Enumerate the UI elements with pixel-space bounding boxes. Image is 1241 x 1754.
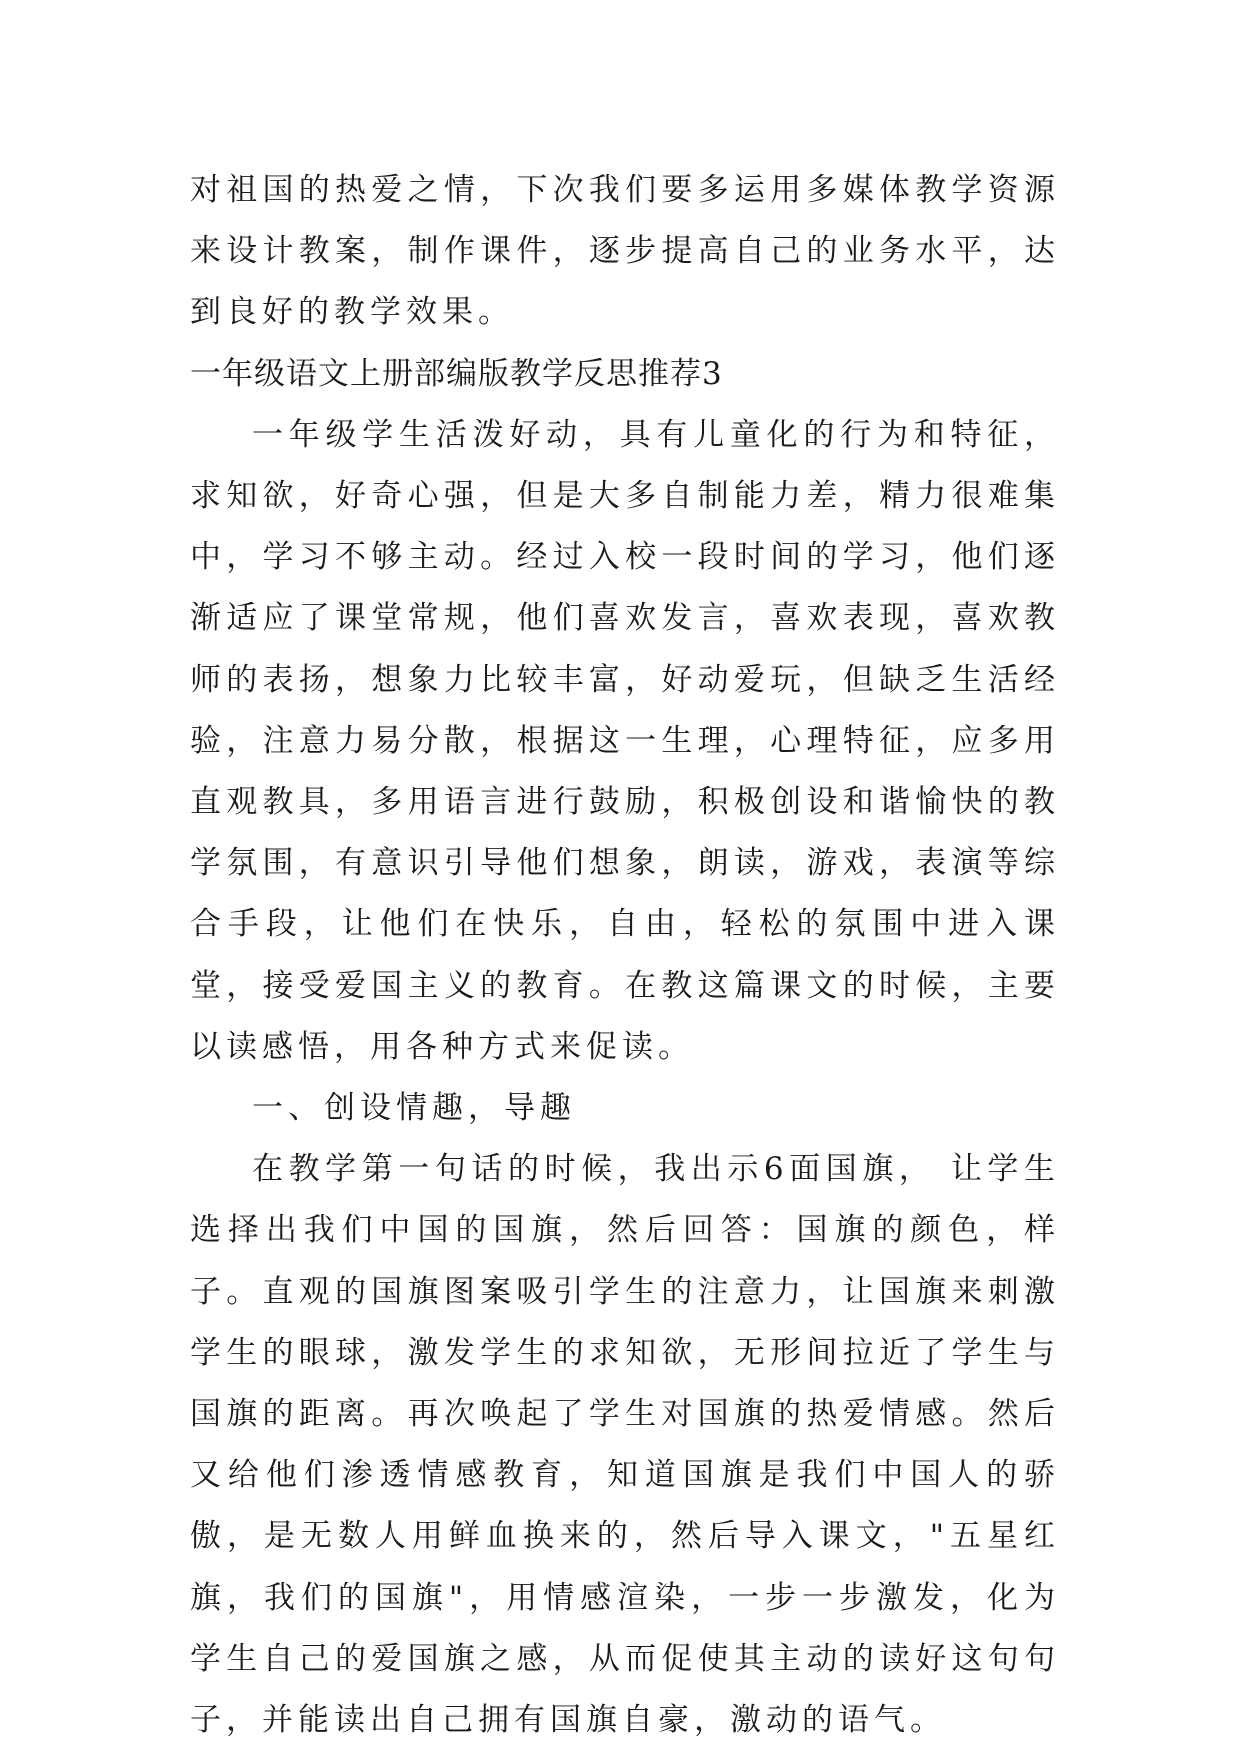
section-heading: 一年级语文上册部编版教学反思推荐3: [190, 355, 723, 392]
subheading-create-interest: 一、创设情趣，导趣: [252, 1090, 576, 1127]
document-body: [190, 160, 1060, 1751]
paragraph-student-traits: 一年级学生活泼好动，具有儿童化的行为和特征，求知欲，好奇心强，但是大多自制能力差，精力很难集中，学习不够主动。经过入校一段时间的学习，他们逐渐适应了课堂常规，他们喜欢发言，喜欢表现，喜欢教师的表扬，想象力比较丰富，好动爱玩，但缺乏生活经验，注意力易分散，根据这一生理，心理特征，应多用直观教具，多用语言进行鼓励，积极创设和谐愉快的教学氛围，有意识引导他们想象，朗读，游戏，表演等综合手段，让他们在快乐，自由，轻松的氛围中进入课堂，接受爱国主义的教育。在教这篇课文的时候，主要以读感悟，用各种方式来促读。: [190, 416, 1060, 1065]
paragraph-continuation: 对祖国的热爱之情，下次我们要多运用多媒体教学资源来设计教案，制作课件，逐步提高自己的业务水平，达到良好的教学效果。: [190, 172, 1060, 331]
paragraph-flag-teaching: 在教学第一句话的时候，我出示6面国旗， 让学生选择出我们中国的国旗，然后回答：国旗的颜色，样子。直观的国旗图案吸引学生的注意力，让国旗来刺激学生的眼球，激发学生的求知欲，无形间拉近了学生与国旗的距离。再次唤起了学生对国旗的热爱情感。然后又给他们渗透情感教育，知道国旗是我们中国人的骄傲，是无数人用鲜血换来的，然后导入课文，"五星红旗，我们的国旗"，用情感渲染，一步一步激发，化为学生自己的爱国旗之感，从而促使其主动的读好这句句子，并能读出自己拥有国旗自豪，激动的语气。: [190, 1151, 1060, 1739]
